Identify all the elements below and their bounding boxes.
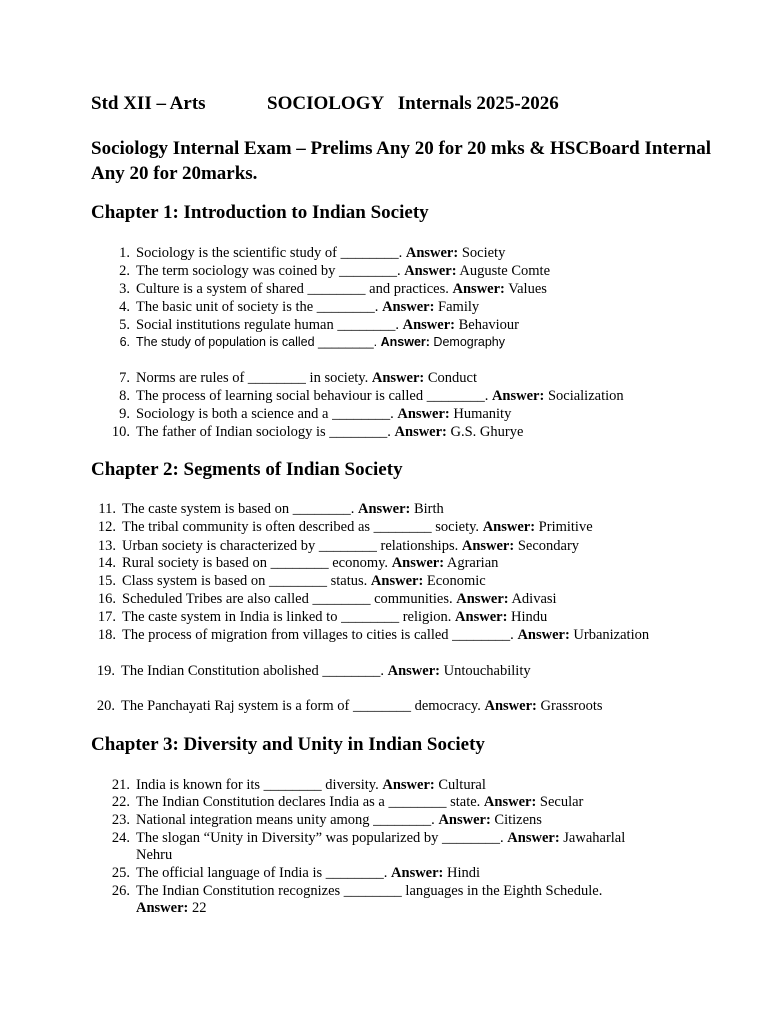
- exam-title: Sociology Internal Exam – Prelims Any 20 for 20 mks & HSCBoard Internal Any 20 for 20marks.: [91, 138, 711, 184]
- question-number: 9.: [119, 406, 130, 422]
- question-item: [96, 662, 531, 680]
- class-label: Std XII – Arts: [91, 93, 206, 114]
- question-item: [98, 500, 444, 518]
- question-number: 18.: [97, 627, 116, 643]
- question-item: [97, 626, 650, 644]
- question-text: The process of learning social behaviour is called ________.: [136, 388, 492, 404]
- answer-label: Answer:: [452, 281, 505, 297]
- question-number: 24.: [111, 830, 130, 846]
- document-header: [91, 93, 559, 115]
- question-number: 22.: [111, 794, 130, 810]
- answer-value: Conduct: [424, 370, 477, 386]
- answer-value: G.S. Ghurye: [446, 424, 524, 440]
- question-text: Social institutions regulate human ________.: [136, 317, 403, 333]
- question-text: The Panchayati Raj system is a form of ________ democracy.: [121, 698, 485, 714]
- question-number: 1.: [119, 245, 130, 261]
- question-text: The term sociology was coined by ________.: [136, 263, 405, 279]
- question-text: The tribal community is often described as ________ society.: [122, 519, 483, 535]
- question-item: [119, 333, 505, 351]
- subject-label: SOCIOLOGY Internals 2025-2026: [267, 93, 559, 114]
- question-text: The study of population is called ________.: [136, 335, 381, 349]
- question-item: [97, 518, 593, 536]
- answer-label: Answer:: [456, 591, 509, 607]
- question-item: [97, 554, 499, 572]
- question-text: The basic unit of society is the ________.: [136, 299, 383, 315]
- answer-value: Economic: [423, 573, 486, 589]
- answer-value: Urbanization: [569, 627, 650, 643]
- question-text: Class system is based on ________ status.: [122, 573, 371, 589]
- question-item: [111, 882, 603, 900]
- question-number: 23.: [111, 812, 130, 828]
- question-text: Scheduled Tribes are also called ________ communities.: [122, 591, 457, 607]
- answer-value: Citizens: [490, 812, 542, 828]
- answer-label: Answer:: [404, 263, 457, 279]
- question-item: [111, 829, 626, 847]
- answer-label: Answer:: [483, 794, 537, 810]
- answer-value: 22: [188, 900, 207, 916]
- question-number: 26.: [111, 883, 130, 899]
- answer-label: Answer:: [371, 370, 425, 386]
- question-item: [97, 537, 580, 555]
- answer-value: Values: [504, 281, 547, 297]
- question-item: [119, 387, 624, 405]
- answer-label: Answer:: [391, 555, 445, 571]
- answer-value: Family: [434, 299, 480, 315]
- question-item: [119, 405, 512, 423]
- question-number: 5.: [119, 317, 130, 333]
- question-item: [119, 262, 551, 280]
- question-text: The Indian Constitution declares India as a ________ state.: [136, 794, 484, 810]
- answer-value: Secondary: [514, 538, 580, 554]
- question-number: 11.: [98, 501, 116, 517]
- question-number: 14.: [97, 555, 116, 571]
- answer-label: Answer:: [507, 830, 560, 846]
- question-item: [111, 423, 524, 441]
- answer-value: Cultural: [434, 777, 486, 793]
- question-item: [97, 590, 557, 608]
- answer-value: Primitive: [535, 519, 593, 535]
- question-text: The caste system is based on ________.: [122, 501, 358, 517]
- question-number: 10.: [111, 424, 130, 440]
- question-number: 19.: [96, 663, 115, 679]
- answer-label: Answer:: [491, 388, 545, 404]
- question-text: The process of migration from villages to cities is called ________.: [122, 627, 518, 643]
- question-number: 2.: [119, 263, 130, 279]
- answer-label: Answer:: [405, 245, 459, 261]
- question-number: 25.: [111, 865, 130, 881]
- question-text: India is known for its ________ diversity.: [136, 777, 383, 793]
- answer-label: Answer:: [382, 777, 435, 793]
- answer-value: Untouchability: [439, 663, 531, 679]
- answer-value: Hindu: [507, 609, 548, 625]
- answer-label: Answer:: [455, 609, 508, 625]
- answer-label: Answer:: [136, 900, 189, 916]
- question-text: Rural society is based on ________ economy.: [122, 555, 392, 571]
- question-number: 8.: [119, 388, 130, 404]
- answer-label: Answer:: [358, 501, 411, 517]
- answer-value: Society: [458, 245, 506, 261]
- question-number: 6.: [119, 335, 130, 349]
- question-item: [119, 244, 506, 262]
- question-item: [97, 608, 548, 626]
- question-number: 3.: [119, 281, 130, 297]
- answer-label: Answer:: [380, 335, 430, 349]
- question-item: [96, 697, 603, 715]
- question-item: [111, 793, 584, 811]
- answer-label: Answer:: [370, 573, 424, 589]
- question-item: [111, 811, 542, 829]
- answer-value: Birth: [410, 501, 444, 517]
- question-text: Culture is a system of shared ________ and practices.: [136, 281, 453, 297]
- question-text: The slogan “Unity in Diversity” was popularized by ________.: [136, 830, 508, 846]
- question-number: 7.: [119, 370, 130, 386]
- answer-value-continued: Nehru: [136, 847, 173, 863]
- question-text: Sociology is the scientific study of ________.: [136, 245, 406, 261]
- question-item: [111, 776, 486, 794]
- question-text: The caste system in India is linked to ________ religion.: [122, 609, 456, 625]
- answer-label: Answer:: [394, 424, 447, 440]
- answer-value: Behaviour: [454, 317, 519, 333]
- answer-line: [136, 900, 206, 917]
- answer-value: Secular: [536, 794, 584, 810]
- answer-value: Agrarian: [444, 555, 499, 571]
- question-item: [119, 369, 477, 387]
- chapter-heading: Chapter 2: Segments of Indian Society: [91, 459, 403, 480]
- question-number: 4.: [119, 299, 130, 315]
- answer-label: Answer:: [382, 299, 435, 315]
- question-item: [119, 316, 519, 334]
- answer-label: Answer:: [484, 698, 537, 714]
- question-number: 17.: [97, 609, 116, 625]
- question-text: The father of Indian sociology is ________.: [136, 424, 395, 440]
- question-item: [119, 280, 547, 298]
- question-number: 16.: [97, 591, 116, 607]
- answer-label: Answer:: [402, 317, 455, 333]
- answer-label: Answer:: [438, 812, 491, 828]
- answer-label: Answer:: [387, 663, 440, 679]
- question-number: 15.: [97, 573, 116, 589]
- answer-label: Answer:: [391, 865, 444, 881]
- question-text: The official language of India is ________.: [136, 865, 392, 881]
- answer-value: Grassroots: [536, 698, 603, 714]
- answer-value: Auguste Comte: [456, 263, 551, 279]
- answer-label: Answer:: [517, 627, 570, 643]
- question-number: 13.: [97, 538, 116, 554]
- answer-label: Answer:: [397, 406, 450, 422]
- answer-value: Jawaharlal: [559, 830, 626, 846]
- answer-label: Answer:: [461, 538, 515, 554]
- question-text: Sociology is both a science and a ________.: [136, 406, 398, 422]
- answer-value: Hindi: [443, 865, 481, 881]
- question-item: [119, 298, 480, 316]
- chapter-heading: Chapter 3: Diversity and Unity in Indian Society: [91, 734, 485, 755]
- question-number: 12.: [97, 519, 116, 535]
- chapter-heading: Chapter 1: Introduction to Indian Society: [91, 202, 429, 223]
- question-item: [97, 572, 486, 590]
- answer-value: Socialization: [544, 388, 624, 404]
- answer-value: Adivasi: [508, 591, 557, 607]
- question-item: [111, 864, 481, 882]
- question-text: National integration means unity among ________.: [136, 812, 439, 828]
- answer-value: Demography: [429, 335, 505, 349]
- question-text: Norms are rules of ________ in society.: [136, 370, 372, 386]
- question-text: The Indian Constitution abolished ________.: [121, 663, 388, 679]
- question-number: 20.: [96, 698, 115, 714]
- answer-value: Humanity: [449, 406, 512, 422]
- answer-label: Answer:: [482, 519, 536, 535]
- question-number: 21.: [111, 777, 130, 793]
- question-text: Urban society is characterized by ________ relationships.: [122, 538, 462, 554]
- question-text: The Indian Constitution recognizes ________ languages in the Eighth Schedule.: [136, 883, 603, 899]
